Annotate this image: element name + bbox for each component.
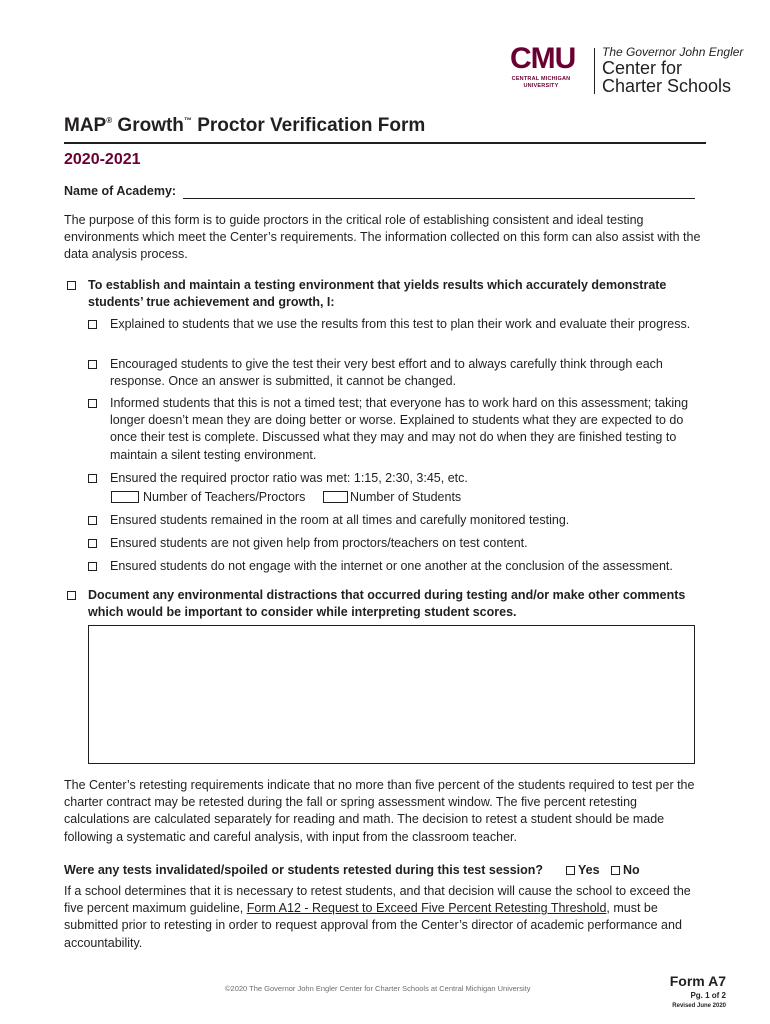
- item7-text: Ensured students do not engage with the internet or one another at the conclusion of the assessment.: [110, 559, 673, 573]
- logo-governor-text: The Governor John Engler: [602, 45, 744, 59]
- form-a12-link[interactable]: Form A12 - Request to Exceed Five Percent Retesting Threshold: [246, 901, 607, 916]
- title-registered-mark: ®: [106, 116, 113, 125]
- section1-heading: To establish and maintain a testing environment that yields results which accurately demonstrate students’ true achievement and growth, I:: [88, 278, 667, 310]
- students-count-label: Number of Students: [350, 490, 462, 504]
- determine-text-after: , must be submitted prior to retesting in order to request approval from the Center’s director of academic performance and accountability.: [64, 901, 682, 950]
- form-id: Form A7: [669, 973, 726, 989]
- logo-cmu-subtitle: CENTRAL MICHIGAN UNIVERSITY: [511, 76, 571, 89]
- no-label: No: [623, 863, 640, 877]
- retest-paragraph: The Center’s retesting requirements indicate that no more than five percent of the students required to test per the charter contract may be retested during the fall or spring assessment window. The five percent retesting calculations are calculated separately for reading and math. The decision to retest a student should be made following a systematic and careful analysis, with input from the classroom teacher.: [64, 778, 695, 844]
- yes-label: Yes: [578, 863, 600, 877]
- title-trademark: ™: [183, 116, 192, 125]
- item5-checkbox[interactable]: [88, 516, 97, 525]
- title-map: MAP: [64, 115, 107, 136]
- page-title: [64, 115, 425, 137]
- item6-text: Ensured students are not given help from proctors/teachers on test content.: [110, 536, 528, 550]
- page-number: Pg. 1 of 2: [690, 991, 726, 1000]
- no-checkbox[interactable]: [611, 866, 620, 875]
- determine-text-before: If a school determines that it is necessary to retest students, and that decision will cause the school to exceed the five percent maximum guideline,: [64, 884, 691, 916]
- item2-text: Encouraged students to give the test their very best effort and to always carefully think through each response. Once an answer is submitted, it cannot be changed.: [110, 357, 663, 389]
- students-count-field[interactable]: [323, 491, 348, 503]
- determine-paragraph: [64, 883, 704, 952]
- purpose-paragraph: The purpose of this form is to guide proctors in the critical role of establishing consistent and ideal testing environments which meet the Center’s requirements. The information collected on this form can also assist with the data analysis process.: [64, 213, 701, 262]
- logo-center-line2: Charter Schools: [602, 76, 732, 96]
- logo-center-line1: Center for: [602, 58, 683, 78]
- section2-heading: Document any environmental distractions that occurred during testing and/or make other comments which would be important to consider while interpreting student scores.: [88, 588, 686, 620]
- item2-checkbox[interactable]: [88, 360, 97, 369]
- item3-checkbox[interactable]: [88, 399, 97, 408]
- revision-date: Revised June 2020: [672, 1003, 726, 1009]
- section1-checkbox[interactable]: [67, 281, 76, 290]
- item7-checkbox[interactable]: [88, 562, 97, 571]
- title-growth: Growth: [112, 115, 184, 136]
- item3-text: Informed students that this is not a timed test; that everyone has to work hard on this assessment; taking longer doesn’t mean they are doing better or worse. Explained to students what they are expected to do once their test is complete. Discussed what they may and may not do when they are finished testing to maintain a silent testing environment.: [110, 396, 689, 462]
- academy-label: Name of Academy:: [64, 184, 177, 198]
- item1-text: Explained to students that we use the results from this test to plan their work and evaluate their progress.: [110, 317, 691, 331]
- footer-copyright: ©2020 The Governor John Engler Center for Charter Schools at Central Michigan University: [225, 984, 531, 993]
- item4-text: Ensured the required proctor ratio was met: 1:15, 2:30, 3:45, etc.: [110, 471, 468, 485]
- title-rule: [64, 142, 706, 144]
- comments-textarea[interactable]: [88, 625, 695, 764]
- item6-checkbox[interactable]: [88, 539, 97, 548]
- teachers-count-label: Number of Teachers/Proctors: [143, 490, 306, 504]
- item4-checkbox[interactable]: [88, 474, 97, 483]
- item1-checkbox[interactable]: [88, 320, 97, 329]
- logo-divider: [594, 48, 595, 94]
- academy-name-field[interactable]: [183, 198, 695, 199]
- school-year: 2020-2021: [64, 151, 141, 168]
- section2-checkbox[interactable]: [67, 591, 76, 600]
- retest-question: Were any tests invalidated/spoiled or students retested during this test session?: [64, 863, 544, 877]
- teachers-count-field[interactable]: [111, 491, 139, 503]
- title-rest: Proctor Verification Form: [191, 115, 426, 136]
- item5-text: Ensured students remained in the room at all times and carefully monitored testing.: [110, 513, 570, 527]
- yes-checkbox[interactable]: [566, 866, 575, 875]
- cmu-logo: [510, 44, 750, 96]
- logo-cmu-text: CMU: [510, 42, 576, 75]
- logo-center-text: [602, 59, 731, 95]
